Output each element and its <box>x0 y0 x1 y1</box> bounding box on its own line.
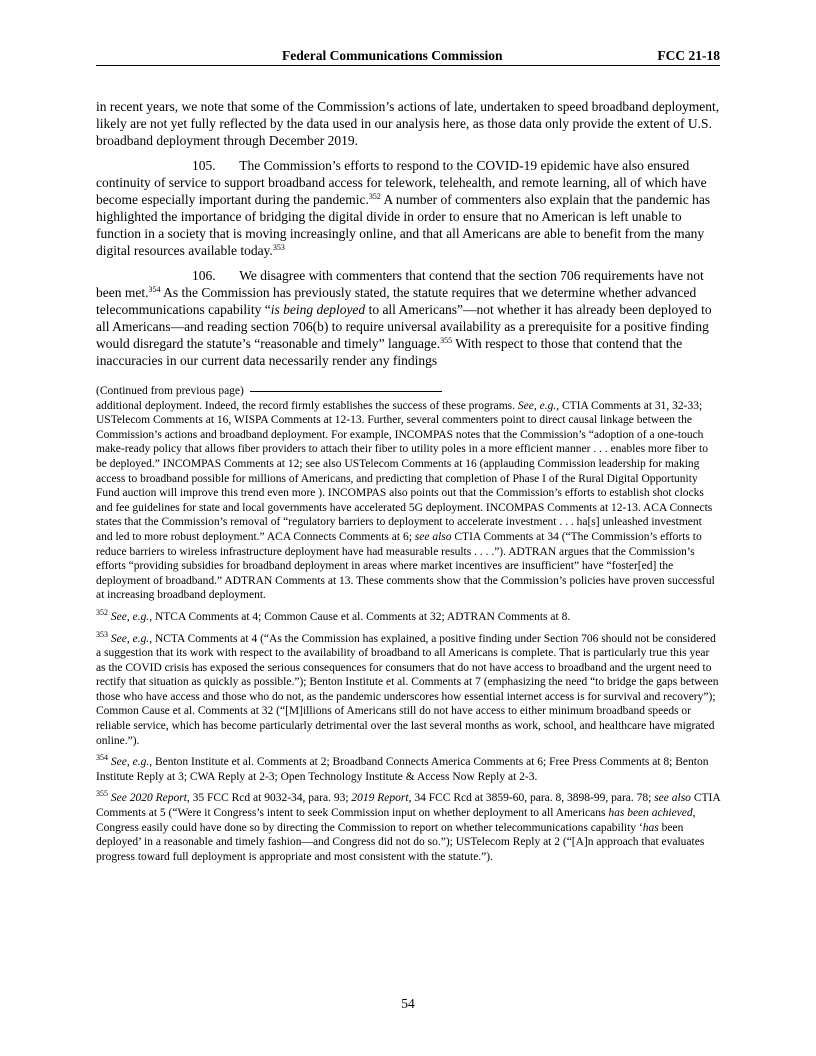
paragraph-number: 106. <box>192 268 216 283</box>
footnotes <box>96 384 720 871</box>
continued-from-previous: (Continued from previous page) <box>96 384 720 399</box>
footnote-ref: 353 <box>272 243 285 252</box>
footnote-ref: 355 <box>440 336 453 345</box>
paragraph-continued: in recent years, we note that some of the Commission’s actions of late, undertaken to speed broadband deployment, likely are not yet fully reflected by the data used in our analysis here, as those data only provide the extent of U.S. broadband deployment through December 2019. <box>96 99 720 148</box>
paragraph-106: 106. We disagree with commenters that contend that the section 706 requirements have not been met.$^{354}$ As the Commission has previously stated, the statute requires that we determine whether advanced telecommunications capability “is being deployed to all Americans”—not whether it has already been deployed to all Americans—and reading section 706(b) to require universal availability as a prerequisite for a positive finding would disregard the statute’s “reasonable and timely” language.$^{355}$ With respect to those that contend that the inaccuracies in our current data necessarily render any findings <box>96 268 712 368</box>
footnote-rule <box>250 391 442 392</box>
document-page <box>96 46 721 1011</box>
footnote-number: 355 <box>96 789 108 799</box>
page-header <box>96 46 720 64</box>
footnote-352: $^{352}$ See, e.g., NTCA Comments at 4; Common Cause et al. Comments at 32; ADTRAN Comments at 8. <box>96 607 571 623</box>
footnote-continued: additional deployment. Indeed, the record firmly establishes the success of these programs. See, e.g., CTIA Comments at 31, 32-33; USTelecom Comments at 16, WISPA Comments at 12-13. Further, several commenters point to direct causal linkage between the Commission’s actions and broadband deployment. For example, INCOMPAS notes that the Commission’s “adoption of a one-touch make-ready policy that allows fiber providers to attach their fiber to utility poles in a more efficient manner . . . enables more fiber to be deployed.” INCOMPAS Comments at 12; see also USTelecom Comments at 16 (applauding Commission leadership for making access to broadband possible for millions of Americans, and predicting that completion of Phase I of the Rural Digital Opportunity Fund auction will improve this trend even more ). INCOMPAS also points out that the Commission’s efforts to establish shot clocks and fee guidelines for state and local governments have accelerated 5G deployment. INCOMPAS Comments at 12-13. ACA Connects states that the Commission’s removal of “regulatory barriers to deployment to accelerate investment . . . ha[s] unleashed investment and led to more robust deployment.” ACA Connects Comments at 6; see also CTIA Comments at 34 (“The Commission’s efforts to reduce barriers to wireless infrastructure deployment have had measurable results . . . .”). ADTRAN argues that the Commission’s efforts “providing subsidies for broadband deployment in areas where market incentives are insufficient” have “foster[ed] the deployment of broadband.” ADTRAN Comments at 13. These comments show that the Commission’s policies have proven successful at increasing broadband deployment. <box>96 399 715 602</box>
paragraph-105: 105. The Commission’s efforts to respond to the COVID-19 epidemic have also ensured continuity of service to support broadband access for telework, telehealth, and remote learning, all of which have become especially important during the pandemic.$^{352}$ A number of commenters also explain that the pandemic has highlighted the importance of bridging the digital divide in order to ensure that no American is left unable to function in a society that is moving increasingly online, and that all Americans are able to benefit from the many digital resources available today.$^{353}$ <box>96 158 711 258</box>
footnote-number: 352 <box>96 607 108 617</box>
footnote-355: $^{355}$ See 2020 Report, 35 FCC Rcd at 9032-34, para. 93; 2019 Report, 34 FCC Rcd at 3859-60, para. 8, 3898-99, para. 78; see also CTIA Comments at 5 (“Were it Congress’s intent to seek Commission input on whether deployment to all Americans has been achieved, Congress easily could have done so by directing the Commission to report on whether telecommunications capability ‘has been deployed’ in a reasonable and timely fashion—and Congress did not do so.”); USTelecom Reply at 2 (“[A]n approach that evaluates progress toward full deployment is appropriate and most consistent with the statute.”). <box>96 789 721 863</box>
paragraph-number: 105. <box>192 158 216 173</box>
document-number: FCC 21-18 <box>657 48 720 63</box>
footnote-ref: 354 <box>148 285 161 294</box>
footnote-number: 354 <box>96 753 108 763</box>
header-rule <box>96 65 720 66</box>
page-number: 54 <box>401 996 415 1011</box>
body-text <box>96 98 720 377</box>
footnote-ref: 352 <box>368 192 381 201</box>
footnote-number: 353 <box>96 629 108 639</box>
footnote-354: $^{354}$ See, e.g., Benton Institute et al. Comments at 2; Broadband Connects America Comments at 6; Free Press Comments at 8; Benton Institute Reply at 3; CWA Reply at 2-3; Open Technology Institute & Access Now Reply at 2-3. <box>96 753 709 783</box>
footnote-353: $^{353}$ See, e.g., NCTA Comments at 4 (“As the Commission has explained, a positive finding under Section 706 should not be considered a suggestion that its work with respect to the availability of broadband to all Americans is complete. That is particularly true this year as the COVID crisis has exposed the serious consequences for consumers that do not have access to broadband and the urgent need to rectify that situation as quickly as possible.”); Benton Institute et al. Comments at 7 (emphasizing the need “to bridge the gaps between those who have access and those who do not, as the pandemic underscores how essential internet access is for survival and recovery”); Common Cause et al. Comments at 32 (“[M]illions of Americans still do not have access to either minimum broadband speeds or reliable service, which has become particularly detrimental over the last several months as work, school, and healthcare have migrated online.”). <box>96 629 719 747</box>
agency-name: Federal Communications Commission <box>282 48 503 63</box>
